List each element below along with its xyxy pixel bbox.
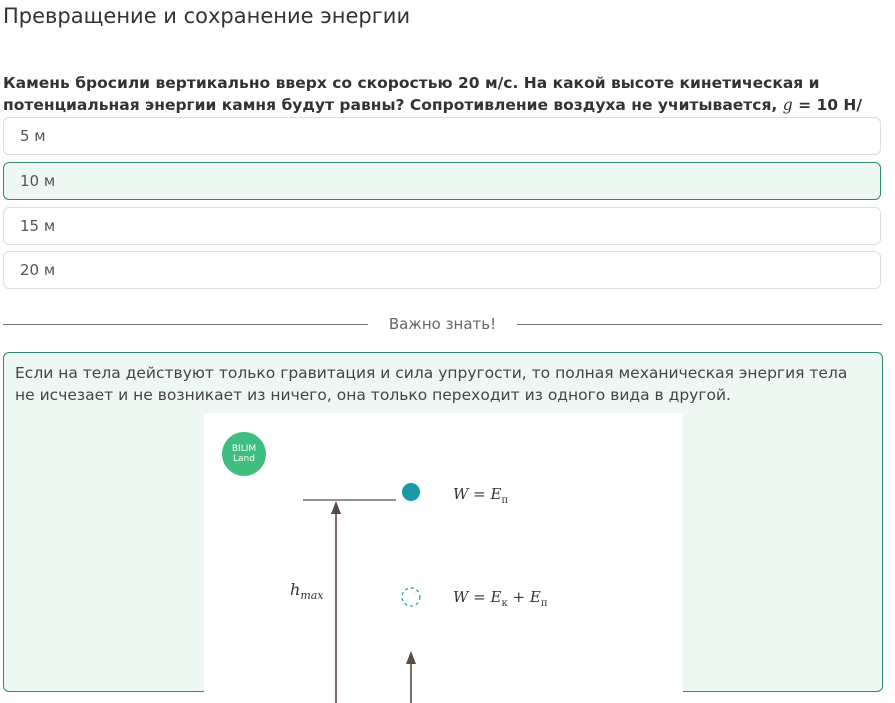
answer-option-1[interactable] bbox=[3, 117, 881, 155]
question-text-part1: Камень бросили вертикально вверх со скоростью 20 м/с. На какой высоте кинетическая и потенциальная энергии камня будут равны? Сопротивление воздуха не учитывается, bbox=[3, 74, 820, 114]
logo-line1: BILIM bbox=[231, 444, 257, 454]
formula-top bbox=[453, 485, 508, 506]
formula-top-sub: п bbox=[501, 495, 509, 506]
formula-top-w: W = bbox=[453, 485, 486, 503]
answer-option-label: 20 м bbox=[20, 261, 56, 279]
formula-mid-plus: + bbox=[512, 588, 526, 606]
g-symbol: g bbox=[782, 96, 793, 114]
question-text-part2: = 10 Н/ bbox=[798, 96, 863, 114]
formula-mid-sub1: к bbox=[501, 598, 508, 609]
answer-option-3[interactable] bbox=[3, 207, 881, 245]
formula-mid-e1: E bbox=[490, 588, 502, 606]
logo-line2: Land bbox=[233, 454, 255, 464]
answer-option-label: 15 м bbox=[20, 217, 56, 235]
energy-diagram bbox=[204, 413, 683, 703]
answer-option-label: 10 м bbox=[20, 172, 56, 190]
height-label bbox=[290, 580, 324, 602]
divider-line-right bbox=[517, 324, 882, 325]
important-divider-label: Важно знать! bbox=[388, 315, 497, 333]
info-text: Если на тела действуют только гравитация и сила упругости, то полная механическая энергия тела не исчезает и не возникает из ничего, она только переходит из одного вида в другой. bbox=[15, 364, 848, 404]
formula-middle bbox=[453, 588, 548, 609]
formula-top-e: E bbox=[490, 485, 502, 503]
energy-diagram-drawing bbox=[204, 413, 683, 703]
answer-option-label: 5 м bbox=[20, 127, 46, 145]
answer-option-2[interactable] bbox=[3, 162, 881, 200]
formula-mid-sub2: п bbox=[540, 598, 548, 609]
formula-mid-e2: E bbox=[529, 588, 541, 606]
velocity-arrow-head bbox=[406, 651, 416, 664]
formula-mid-w: W = bbox=[453, 588, 486, 606]
stone-ball-middle bbox=[402, 588, 420, 606]
answer-option-4[interactable] bbox=[3, 251, 881, 289]
page-title: Превращение и сохранение энергии bbox=[3, 4, 411, 28]
height-label-sub: max bbox=[300, 589, 324, 603]
important-info-box bbox=[3, 352, 883, 692]
stone-ball-top bbox=[402, 483, 420, 501]
divider-line-left bbox=[3, 324, 368, 325]
height-arrow-head bbox=[331, 501, 341, 514]
height-label-h: h bbox=[290, 580, 301, 599]
